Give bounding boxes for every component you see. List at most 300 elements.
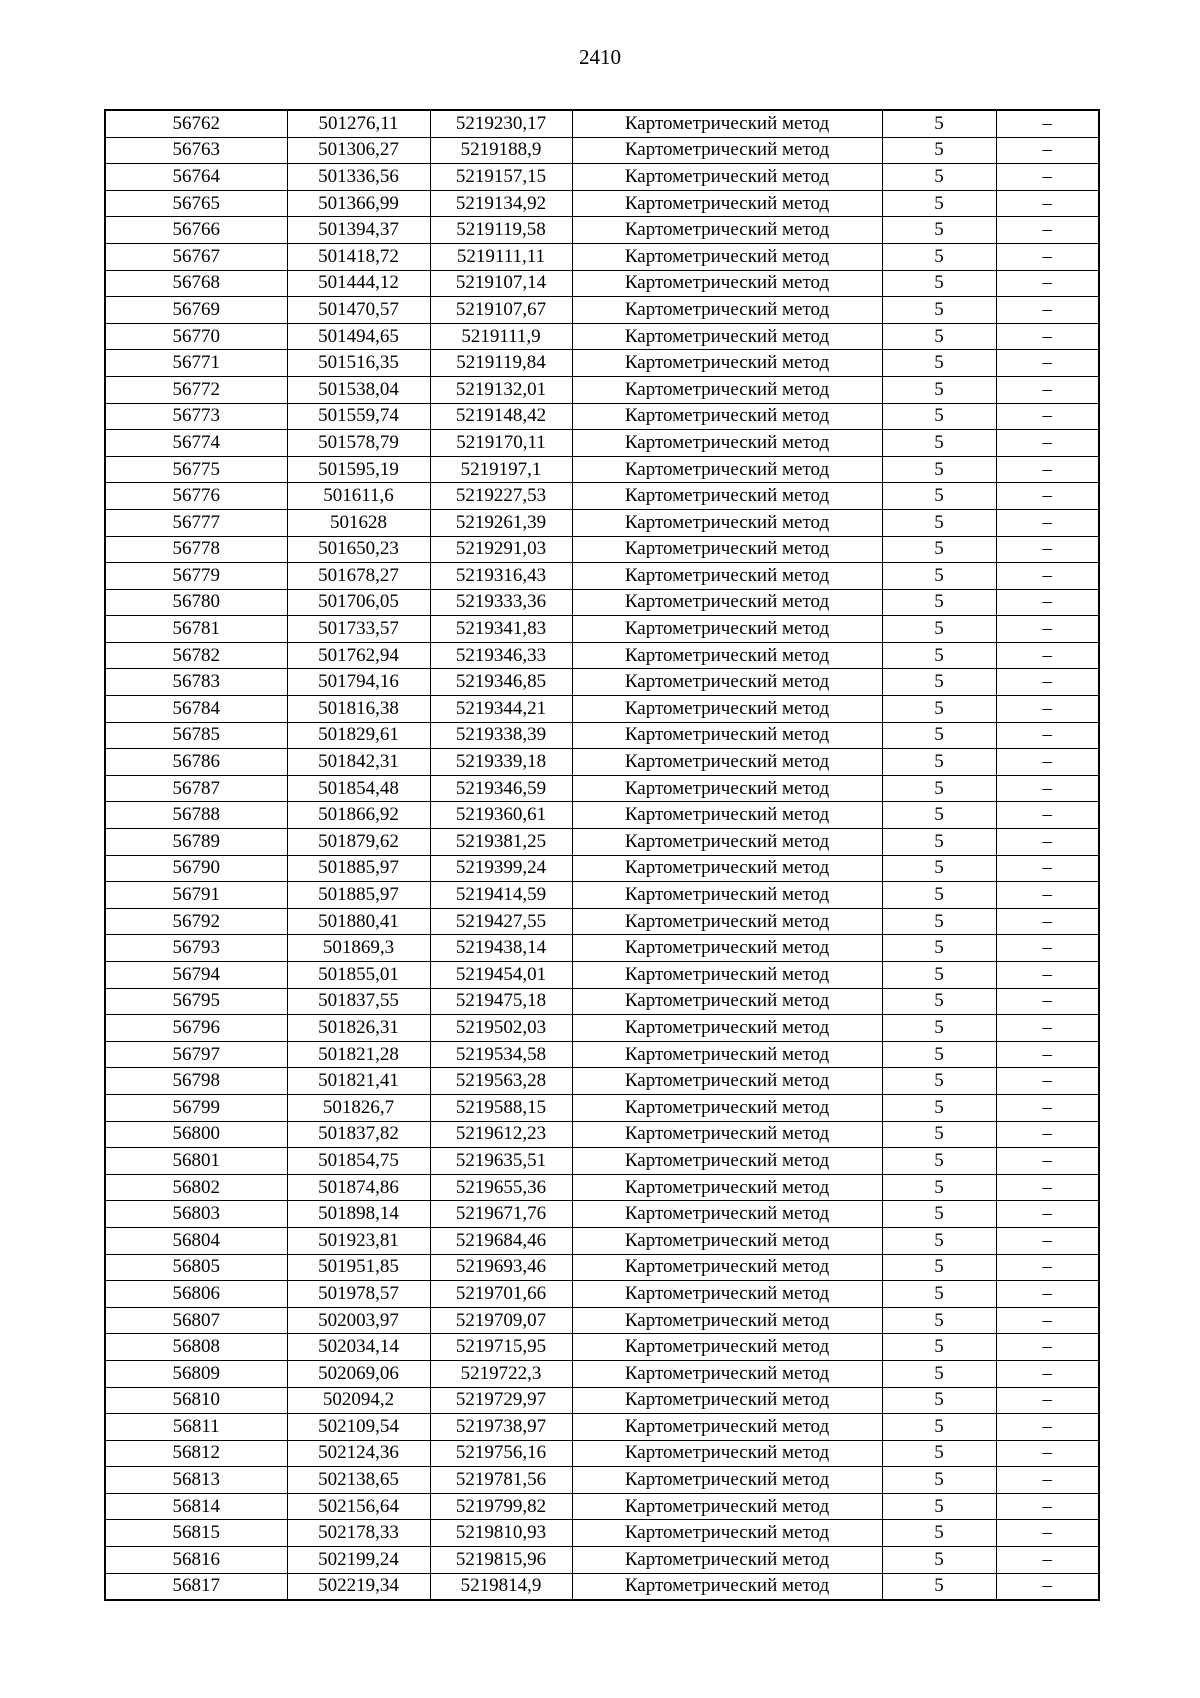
y-coordinate-cell: 5219346,59 (430, 775, 572, 802)
accuracy-cell: 5 (882, 1121, 996, 1148)
method-cell: Картометрический метод (572, 1254, 882, 1281)
method-cell: Картометрический метод (572, 1227, 882, 1254)
table-row (105, 1414, 1099, 1441)
table-row (105, 722, 1099, 749)
description-cell: – (996, 350, 1099, 377)
accuracy-cell: 5 (882, 509, 996, 536)
point-number-cell: 56811 (105, 1414, 287, 1441)
table-row (105, 1387, 1099, 1414)
point-number-cell: 56813 (105, 1467, 287, 1494)
point-number-cell: 56797 (105, 1041, 287, 1068)
accuracy-cell: 5 (882, 1094, 996, 1121)
table-row (105, 669, 1099, 696)
description-cell: – (996, 642, 1099, 669)
table-row (105, 749, 1099, 776)
x-coordinate-cell: 501880,41 (287, 908, 430, 935)
point-number-cell: 56795 (105, 988, 287, 1015)
y-coordinate-cell: 5219339,18 (430, 749, 572, 776)
point-number-cell: 56804 (105, 1227, 287, 1254)
description-cell: – (996, 110, 1099, 137)
point-number-cell: 56771 (105, 350, 287, 377)
description-cell: – (996, 1414, 1099, 1441)
description-cell: – (996, 1015, 1099, 1042)
x-coordinate-cell: 501837,82 (287, 1121, 430, 1148)
description-cell: – (996, 1547, 1099, 1574)
x-coordinate-cell: 502094,2 (287, 1387, 430, 1414)
x-coordinate-cell: 502109,54 (287, 1414, 430, 1441)
accuracy-cell: 5 (882, 616, 996, 643)
y-coordinate-cell: 5219502,03 (430, 1015, 572, 1042)
table-row (105, 1307, 1099, 1334)
method-cell: Картометрический метод (572, 1440, 882, 1467)
method-cell: Картометрический метод (572, 829, 882, 856)
x-coordinate-cell: 501559,74 (287, 403, 430, 430)
point-number-cell: 56770 (105, 323, 287, 350)
description-cell: – (996, 775, 1099, 802)
method-cell: Картометрический метод (572, 1387, 882, 1414)
table-row (105, 642, 1099, 669)
x-coordinate-cell: 501494,65 (287, 323, 430, 350)
method-cell: Картометрический метод (572, 1573, 882, 1600)
accuracy-cell: 5 (882, 1414, 996, 1441)
table-row (105, 589, 1099, 616)
method-cell: Картометрический метод (572, 908, 882, 935)
description-cell: – (996, 1148, 1099, 1175)
y-coordinate-cell: 5219227,53 (430, 483, 572, 510)
accuracy-cell: 5 (882, 1227, 996, 1254)
accuracy-cell: 5 (882, 456, 996, 483)
x-coordinate-cell: 501866,92 (287, 802, 430, 829)
y-coordinate-cell: 5219341,83 (430, 616, 572, 643)
point-number-cell: 56772 (105, 376, 287, 403)
description-cell: – (996, 749, 1099, 776)
table-row (105, 1467, 1099, 1494)
x-coordinate-cell: 501418,72 (287, 243, 430, 270)
table-row (105, 1094, 1099, 1121)
x-coordinate-cell: 502124,36 (287, 1440, 430, 1467)
y-coordinate-cell: 5219781,56 (430, 1467, 572, 1494)
description-cell: – (996, 1387, 1099, 1414)
x-coordinate-cell: 502199,24 (287, 1547, 430, 1574)
accuracy-cell: 5 (882, 1015, 996, 1042)
point-number-cell: 56765 (105, 190, 287, 217)
point-number-cell: 56790 (105, 855, 287, 882)
x-coordinate-cell: 501826,31 (287, 1015, 430, 1042)
x-coordinate-cell: 501885,97 (287, 855, 430, 882)
x-coordinate-cell: 501879,62 (287, 829, 430, 856)
point-number-cell: 56794 (105, 962, 287, 989)
description-cell: – (996, 1121, 1099, 1148)
y-coordinate-cell: 5219346,85 (430, 669, 572, 696)
y-coordinate-cell: 5219261,39 (430, 509, 572, 536)
accuracy-cell: 5 (882, 962, 996, 989)
accuracy-cell: 5 (882, 217, 996, 244)
accuracy-cell: 5 (882, 1573, 996, 1600)
method-cell: Картометрический метод (572, 137, 882, 164)
y-coordinate-cell: 5219107,14 (430, 270, 572, 297)
point-number-cell: 56786 (105, 749, 287, 776)
y-coordinate-cell: 5219810,93 (430, 1520, 572, 1547)
y-coordinate-cell: 5219111,11 (430, 243, 572, 270)
method-cell: Картометрический метод (572, 563, 882, 590)
x-coordinate-cell: 502178,33 (287, 1520, 430, 1547)
description-cell: – (996, 1573, 1099, 1600)
point-number-cell: 56766 (105, 217, 287, 244)
table-row (105, 456, 1099, 483)
accuracy-cell: 5 (882, 1360, 996, 1387)
x-coordinate-cell: 501923,81 (287, 1227, 430, 1254)
table-row (105, 376, 1099, 403)
x-coordinate-cell: 501885,97 (287, 882, 430, 909)
y-coordinate-cell: 5219360,61 (430, 802, 572, 829)
method-cell: Картометрический метод (572, 483, 882, 510)
method-cell: Картометрический метод (572, 403, 882, 430)
y-coordinate-cell: 5219346,33 (430, 642, 572, 669)
y-coordinate-cell: 5219291,03 (430, 536, 572, 563)
x-coordinate-cell: 501829,61 (287, 722, 430, 749)
table-row (105, 802, 1099, 829)
accuracy-cell: 5 (882, 935, 996, 962)
point-number-cell: 56781 (105, 616, 287, 643)
y-coordinate-cell: 5219635,51 (430, 1148, 572, 1175)
method-cell: Картометрический метод (572, 110, 882, 137)
method-cell: Картометрический метод (572, 217, 882, 244)
table-row (105, 1281, 1099, 1308)
table-row (105, 350, 1099, 377)
point-number-cell: 56812 (105, 1440, 287, 1467)
x-coordinate-cell: 501874,86 (287, 1174, 430, 1201)
method-cell: Картометрический метод (572, 1520, 882, 1547)
point-number-cell: 56805 (105, 1254, 287, 1281)
y-coordinate-cell: 5219399,24 (430, 855, 572, 882)
description-cell: – (996, 190, 1099, 217)
accuracy-cell: 5 (882, 1334, 996, 1361)
description-cell: – (996, 1227, 1099, 1254)
method-cell: Картометрический метод (572, 616, 882, 643)
table-row (105, 1547, 1099, 1574)
table-row (105, 1148, 1099, 1175)
y-coordinate-cell: 5219729,97 (430, 1387, 572, 1414)
y-coordinate-cell: 5219157,15 (430, 164, 572, 191)
point-number-cell: 56785 (105, 722, 287, 749)
description-cell: – (996, 217, 1099, 244)
y-coordinate-cell: 5219119,58 (430, 217, 572, 244)
x-coordinate-cell: 501854,75 (287, 1148, 430, 1175)
x-coordinate-cell: 501611,6 (287, 483, 430, 510)
accuracy-cell: 5 (882, 696, 996, 723)
description-cell: – (996, 829, 1099, 856)
table-row (105, 935, 1099, 962)
x-coordinate-cell: 501538,04 (287, 376, 430, 403)
accuracy-cell: 5 (882, 669, 996, 696)
accuracy-cell: 5 (882, 1387, 996, 1414)
x-coordinate-cell: 501595,19 (287, 456, 430, 483)
method-cell: Картометрический метод (572, 1201, 882, 1228)
method-cell: Картометрический метод (572, 749, 882, 776)
accuracy-cell: 5 (882, 1148, 996, 1175)
table-row (105, 829, 1099, 856)
description-cell: – (996, 1493, 1099, 1520)
description-cell: – (996, 1334, 1099, 1361)
point-number-cell: 56791 (105, 882, 287, 909)
table-row (105, 110, 1099, 137)
accuracy-cell: 5 (882, 190, 996, 217)
table-row (105, 323, 1099, 350)
method-cell: Картометрический метод (572, 935, 882, 962)
table-row (105, 1493, 1099, 1520)
description-cell: – (996, 722, 1099, 749)
y-coordinate-cell: 5219188,9 (430, 137, 572, 164)
x-coordinate-cell: 502034,14 (287, 1334, 430, 1361)
x-coordinate-cell: 501578,79 (287, 430, 430, 457)
table-row (105, 908, 1099, 935)
description-cell: – (996, 1440, 1099, 1467)
point-number-cell: 56774 (105, 430, 287, 457)
x-coordinate-cell: 501842,31 (287, 749, 430, 776)
point-number-cell: 56779 (105, 563, 287, 590)
y-coordinate-cell: 5219701,66 (430, 1281, 572, 1308)
description-cell: – (996, 1041, 1099, 1068)
table-row (105, 483, 1099, 510)
accuracy-cell: 5 (882, 1520, 996, 1547)
description-cell: – (996, 509, 1099, 536)
x-coordinate-cell: 501306,27 (287, 137, 430, 164)
point-number-cell: 56763 (105, 137, 287, 164)
accuracy-cell: 5 (882, 1493, 996, 1520)
method-cell: Картометрический метод (572, 164, 882, 191)
point-number-cell: 56799 (105, 1094, 287, 1121)
table-row (105, 1254, 1099, 1281)
table-row (105, 297, 1099, 324)
method-cell: Картометрический метод (572, 1281, 882, 1308)
x-coordinate-cell: 502069,06 (287, 1360, 430, 1387)
x-coordinate-cell: 501762,94 (287, 642, 430, 669)
table-row (105, 1041, 1099, 1068)
x-coordinate-cell: 501837,55 (287, 988, 430, 1015)
table-row (105, 1201, 1099, 1228)
accuracy-cell: 5 (882, 1281, 996, 1308)
y-coordinate-cell: 5219344,21 (430, 696, 572, 723)
method-cell: Картометрический метод (572, 775, 882, 802)
accuracy-cell: 5 (882, 642, 996, 669)
point-number-cell: 56782 (105, 642, 287, 669)
description-cell: – (996, 696, 1099, 723)
point-number-cell: 56784 (105, 696, 287, 723)
point-number-cell: 56783 (105, 669, 287, 696)
method-cell: Картометрический метод (572, 1068, 882, 1095)
accuracy-cell: 5 (882, 403, 996, 430)
page-number: 2410 (579, 45, 621, 69)
x-coordinate-cell: 501650,23 (287, 536, 430, 563)
y-coordinate-cell: 5219815,96 (430, 1547, 572, 1574)
table-row (105, 1068, 1099, 1095)
x-coordinate-cell: 501733,57 (287, 616, 430, 643)
table-row (105, 270, 1099, 297)
description-cell: – (996, 1520, 1099, 1547)
x-coordinate-cell: 501826,7 (287, 1094, 430, 1121)
accuracy-cell: 5 (882, 1201, 996, 1228)
accuracy-cell: 5 (882, 908, 996, 935)
description-cell: – (996, 908, 1099, 935)
y-coordinate-cell: 5219438,14 (430, 935, 572, 962)
point-number-cell: 56816 (105, 1547, 287, 1574)
table-row (105, 882, 1099, 909)
point-number-cell: 56778 (105, 536, 287, 563)
method-cell: Картометрический метод (572, 190, 882, 217)
y-coordinate-cell: 5219338,39 (430, 722, 572, 749)
point-number-cell: 56775 (105, 456, 287, 483)
accuracy-cell: 5 (882, 589, 996, 616)
y-coordinate-cell: 5219612,23 (430, 1121, 572, 1148)
description-cell: – (996, 403, 1099, 430)
table-row (105, 1174, 1099, 1201)
description-cell: – (996, 962, 1099, 989)
y-coordinate-cell: 5219715,95 (430, 1334, 572, 1361)
method-cell: Картометрический метод (572, 1094, 882, 1121)
table-body (105, 110, 1099, 1600)
x-coordinate-cell: 502219,34 (287, 1573, 430, 1600)
accuracy-cell: 5 (882, 802, 996, 829)
point-number-cell: 56767 (105, 243, 287, 270)
method-cell: Картометрический метод (572, 1307, 882, 1334)
method-cell: Картометрический метод (572, 642, 882, 669)
method-cell: Картометрический метод (572, 882, 882, 909)
method-cell: Картометрический метод (572, 962, 882, 989)
x-coordinate-cell: 501821,41 (287, 1068, 430, 1095)
method-cell: Картометрический метод (572, 1041, 882, 1068)
accuracy-cell: 5 (882, 430, 996, 457)
y-coordinate-cell: 5219475,18 (430, 988, 572, 1015)
point-number-cell: 56800 (105, 1121, 287, 1148)
point-number-cell: 56768 (105, 270, 287, 297)
point-number-cell: 56807 (105, 1307, 287, 1334)
y-coordinate-cell: 5219563,28 (430, 1068, 572, 1095)
y-coordinate-cell: 5219119,84 (430, 350, 572, 377)
description-cell: – (996, 882, 1099, 909)
accuracy-cell: 5 (882, 323, 996, 350)
table-row (105, 217, 1099, 244)
description-cell: – (996, 483, 1099, 510)
point-number-cell: 56810 (105, 1387, 287, 1414)
accuracy-cell: 5 (882, 110, 996, 137)
y-coordinate-cell: 5219722,3 (430, 1360, 572, 1387)
point-number-cell: 56806 (105, 1281, 287, 1308)
accuracy-cell: 5 (882, 882, 996, 909)
method-cell: Картометрический метод (572, 1493, 882, 1520)
accuracy-cell: 5 (882, 563, 996, 590)
method-cell: Картометрический метод (572, 297, 882, 324)
description-cell: – (996, 563, 1099, 590)
accuracy-cell: 5 (882, 1467, 996, 1494)
description-cell: – (996, 243, 1099, 270)
table-row (105, 403, 1099, 430)
x-coordinate-cell: 502156,64 (287, 1493, 430, 1520)
point-number-cell: 56802 (105, 1174, 287, 1201)
description-cell: – (996, 669, 1099, 696)
method-cell: Картометрический метод (572, 1015, 882, 1042)
description-cell: – (996, 323, 1099, 350)
description-cell: – (996, 1068, 1099, 1095)
method-cell: Картометрический метод (572, 350, 882, 377)
y-coordinate-cell: 5219693,46 (430, 1254, 572, 1281)
y-coordinate-cell: 5219197,1 (430, 456, 572, 483)
table-row (105, 190, 1099, 217)
x-coordinate-cell: 502003,97 (287, 1307, 430, 1334)
x-coordinate-cell: 501628 (287, 509, 430, 536)
accuracy-cell: 5 (882, 483, 996, 510)
description-cell: – (996, 137, 1099, 164)
table-row (105, 1360, 1099, 1387)
y-coordinate-cell: 5219756,16 (430, 1440, 572, 1467)
method-cell: Картометрический метод (572, 536, 882, 563)
method-cell: Картометрический метод (572, 376, 882, 403)
y-coordinate-cell: 5219134,92 (430, 190, 572, 217)
method-cell: Картометрический метод (572, 323, 882, 350)
description-cell: – (996, 802, 1099, 829)
y-coordinate-cell: 5219111,9 (430, 323, 572, 350)
method-cell: Картометрический метод (572, 722, 882, 749)
point-number-cell: 56803 (105, 1201, 287, 1228)
x-coordinate-cell: 501470,57 (287, 297, 430, 324)
y-coordinate-cell: 5219148,42 (430, 403, 572, 430)
description-cell: – (996, 430, 1099, 457)
accuracy-cell: 5 (882, 297, 996, 324)
x-coordinate-cell: 501394,37 (287, 217, 430, 244)
description-cell: – (996, 297, 1099, 324)
x-coordinate-cell: 501869,3 (287, 935, 430, 962)
y-coordinate-cell: 5219534,58 (430, 1041, 572, 1068)
method-cell: Картометрический метод (572, 509, 882, 536)
description-cell: – (996, 1307, 1099, 1334)
accuracy-cell: 5 (882, 1307, 996, 1334)
y-coordinate-cell: 5219814,9 (430, 1573, 572, 1600)
table-row (105, 1121, 1099, 1148)
point-number-cell: 56817 (105, 1573, 287, 1600)
y-coordinate-cell: 5219655,36 (430, 1174, 572, 1201)
accuracy-cell: 5 (882, 1254, 996, 1281)
x-coordinate-cell: 501276,11 (287, 110, 430, 137)
method-cell: Картометрический метод (572, 1414, 882, 1441)
description-cell: – (996, 456, 1099, 483)
method-cell: Картометрический метод (572, 855, 882, 882)
y-coordinate-cell: 5219107,67 (430, 297, 572, 324)
accuracy-cell: 5 (882, 536, 996, 563)
y-coordinate-cell: 5219333,36 (430, 589, 572, 616)
method-cell: Картометрический метод (572, 1334, 882, 1361)
point-number-cell: 56788 (105, 802, 287, 829)
accuracy-cell: 5 (882, 829, 996, 856)
accuracy-cell: 5 (882, 1440, 996, 1467)
accuracy-cell: 5 (882, 775, 996, 802)
table-row (105, 775, 1099, 802)
accuracy-cell: 5 (882, 1547, 996, 1574)
point-number-cell: 56798 (105, 1068, 287, 1095)
y-coordinate-cell: 5219684,46 (430, 1227, 572, 1254)
method-cell: Картометрический метод (572, 589, 882, 616)
table-row (105, 855, 1099, 882)
table-row (105, 243, 1099, 270)
table-row (105, 1520, 1099, 1547)
x-coordinate-cell: 501898,14 (287, 1201, 430, 1228)
point-number-cell: 56780 (105, 589, 287, 616)
point-number-cell: 56789 (105, 829, 287, 856)
description-cell: – (996, 1201, 1099, 1228)
x-coordinate-cell: 501978,57 (287, 1281, 430, 1308)
y-coordinate-cell: 5219170,11 (430, 430, 572, 457)
x-coordinate-cell: 502138,65 (287, 1467, 430, 1494)
y-coordinate-cell: 5219588,15 (430, 1094, 572, 1121)
method-cell: Картометрический метод (572, 1121, 882, 1148)
